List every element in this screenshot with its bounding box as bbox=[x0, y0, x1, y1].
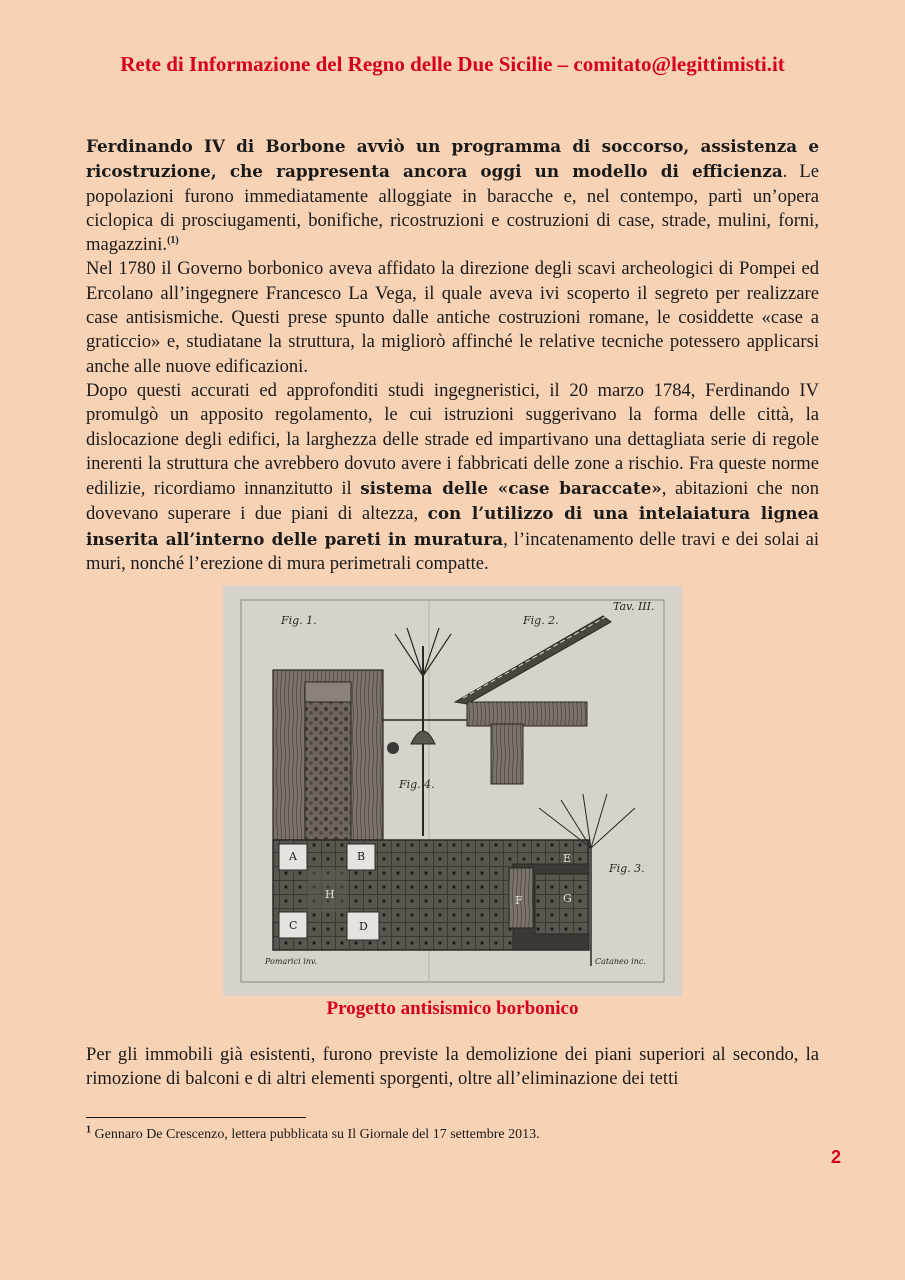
label-fig1: Fig. 1. bbox=[281, 614, 317, 627]
body-text bbox=[86, 134, 819, 576]
label-fig4: Fig. 4. bbox=[399, 778, 435, 791]
antiseismic-engraving bbox=[223, 586, 682, 996]
paragraph-3-part2: , abitazioni che non dovevano superare i due piani di altezza, bbox=[86, 478, 819, 525]
figure-caption: Progetto antisismico borbonico bbox=[326, 998, 579, 1019]
paragraph-4: Per gli immobili già esistenti, furono previste la demolizione dei piani superiori al secondo, la rimozione di balconi e di altri elementi sporgenti, oltre all’eliminazione dei tetti bbox=[86, 1044, 819, 1090]
label-A: A bbox=[289, 850, 297, 863]
label-fig2: Fig. 2. bbox=[523, 614, 559, 627]
paragraph-2: Nel 1780 il Governo borbonico aveva affidato la direzione degli scavi archeologici di Pompei ed Ercolano all’ingegnere Francesco La Vega, il quale aveva ivi scoperto il segreto per realizzare case antisismiche. Questi prese spunto dalle antiche costruzioni romane, le cosiddette «case a graticcio» e, studiatane la struttura, la migliorò affinché le relative tecniche potessero applicarsi anche alle nuove edificazioni. bbox=[86, 258, 819, 377]
paragraph-3-bold2: con l’utilizzo di una intelaiatura lignea inserita all’interno delle pareti in muratura bbox=[86, 503, 820, 549]
paragraph-1 bbox=[86, 134, 819, 257]
label-C: C bbox=[289, 919, 298, 932]
footnote-text: Gennaro De Crescenzo, lettera pubblicata su Il Giornale del 17 settembre 2013. bbox=[91, 1127, 540, 1142]
label-sig-left: Pomarici inv. bbox=[265, 957, 318, 966]
label-D: D bbox=[359, 920, 368, 933]
paragraph-1-rest: . Le popolazioni furono immediatamente alloggiate in baracche e, nel contempo, partì un’opera ciclopica di prosciugamenti, bonifiche, ricostruzioni e costruzioni di case, strade, mulini, forni, magazzini. bbox=[86, 161, 819, 256]
label-E: E bbox=[563, 852, 572, 865]
footnote-number: 1 bbox=[86, 1124, 91, 1136]
paragraph-3-part3: , l’incatenamento delle travi e dei solai ai muri, nonché l’erezione di mura perimetrali compatte. bbox=[86, 528, 819, 575]
label-B: B bbox=[357, 850, 366, 863]
engraving-drawing bbox=[223, 586, 682, 996]
footnote-divider bbox=[86, 1117, 306, 1118]
page-number: 2 bbox=[830, 1147, 841, 1167]
paragraph-3-bold1: sistema delle «case baraccate» bbox=[360, 478, 662, 499]
footnote bbox=[86, 1124, 819, 1143]
paragraph-1-bold: Ferdinando IV di Borbone avviò un programma di soccorso, assistenza e ricostruzione, che rappresenta ancora oggi un modello di efficienza bbox=[86, 136, 819, 182]
label-H: H bbox=[325, 888, 335, 901]
label-sig-right: Cataneo inc. bbox=[595, 957, 646, 966]
label-F: F bbox=[515, 894, 523, 907]
label-tav: Tav. III. bbox=[613, 600, 655, 613]
label-fig3: Fig. 3. bbox=[609, 862, 645, 875]
label-G: G bbox=[563, 892, 572, 905]
paragraph-3 bbox=[86, 379, 819, 576]
body-text-continued bbox=[86, 1043, 819, 1092]
page-header: Rete di Informazione del Regno delle Due Sicilie – comitato@legittimisti.it bbox=[120, 52, 785, 76]
paragraph-3-part1: Dopo questi accurati ed approfonditi studi ingegneristici, il 20 marzo 1784, Ferdinando IV promulgò un apposito regolamento, le cui istruzioni suggerivano la forma delle città, la dislocazione degli edifici, la larghezza delle strade ed impartivano una dettagliata serie di regole inerenti la struttura che avrebbero dovuto avere i fabbricati delle zone a rischio. Fra queste norme edilizie, ricordiamo innanzitutto il bbox=[86, 379, 819, 500]
footnote-ref[interactable]: (1) bbox=[167, 235, 179, 246]
